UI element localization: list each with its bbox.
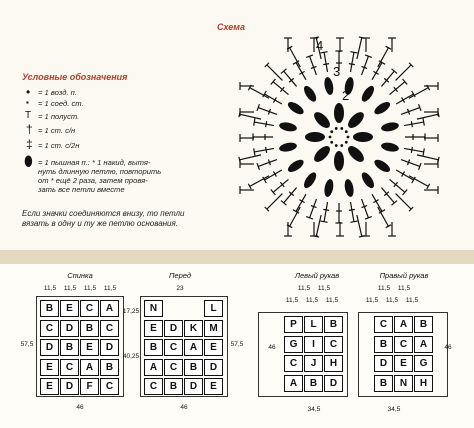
puff-stitch bbox=[343, 178, 355, 197]
stitch-post bbox=[396, 94, 413, 104]
section-divider bbox=[0, 250, 474, 264]
corner-stitch bbox=[378, 207, 389, 226]
right-sleeve-square-1-2: A bbox=[414, 336, 433, 353]
puff-stitch bbox=[380, 121, 399, 133]
stitch-post bbox=[296, 63, 306, 80]
front-square-1-1: D bbox=[164, 320, 183, 337]
stitch-post bbox=[284, 188, 297, 203]
left-sleeve-square-3-1: B bbox=[304, 375, 323, 392]
back-top-dim-2: 11,5 bbox=[63, 285, 77, 292]
stitch-crossbar bbox=[323, 64, 329, 65]
right-sleeve-top-dim2-3: 11,5 bbox=[405, 297, 419, 304]
front-square-1-2: K bbox=[184, 320, 203, 337]
puff-stitch bbox=[323, 76, 335, 95]
right-sleeve-square-0-1: A bbox=[394, 316, 413, 333]
piece-title-back: Спинка bbox=[67, 271, 93, 280]
back-square-1-0: C bbox=[40, 320, 59, 337]
stitch-post bbox=[258, 160, 277, 167]
chain-dot bbox=[329, 136, 332, 139]
corner-stitch bbox=[409, 176, 428, 187]
stitch-post bbox=[324, 52, 327, 72]
stitch-top bbox=[350, 52, 357, 53]
stitch-post bbox=[284, 71, 297, 86]
right-sleeve-square-2-0: D bbox=[374, 355, 393, 372]
corner-stitch bbox=[250, 88, 269, 99]
puff-stitch bbox=[345, 109, 366, 130]
back-square-4-1: D bbox=[60, 378, 79, 395]
puff-stitch-icon: ⬮ bbox=[24, 153, 33, 169]
stitch-post bbox=[265, 94, 282, 104]
stitch-post bbox=[390, 179, 405, 192]
schema-title: Схема bbox=[217, 22, 245, 32]
back-square-1-1: D bbox=[60, 320, 79, 337]
back-square-0-0: B bbox=[40, 300, 59, 317]
right-sleeve-square-0-2: B bbox=[414, 316, 433, 333]
chain-dot bbox=[330, 130, 333, 133]
chain-dot bbox=[335, 144, 338, 147]
stitch-post bbox=[372, 63, 382, 80]
stitch-post bbox=[350, 52, 353, 72]
corner-stitch bbox=[290, 207, 301, 226]
legend-note: Если значки соединяются внизу, то петли вязать в одну и ту же петлю основания. bbox=[22, 209, 185, 228]
puff-stitch bbox=[359, 84, 376, 104]
stitch-post bbox=[296, 194, 306, 211]
front-square-4-0: C bbox=[144, 378, 163, 395]
front-square-1-3: M bbox=[204, 320, 223, 337]
stitch-post bbox=[401, 108, 420, 115]
left-sleeve-top-dim2-3: 11,5 bbox=[325, 297, 339, 304]
puff-stitch bbox=[334, 103, 344, 123]
back-square-2-1: B bbox=[60, 339, 79, 356]
back-square-2-2: E bbox=[80, 339, 99, 356]
small-square-icon: ▪ bbox=[26, 98, 29, 107]
front-square-2-2: A bbox=[184, 339, 203, 356]
half-double-crochet-icon: T bbox=[25, 110, 32, 121]
puff-stitch bbox=[302, 170, 319, 190]
stitch-post bbox=[350, 202, 353, 222]
back-square-0-3: A bbox=[100, 300, 119, 317]
back-square-3-0: E bbox=[40, 359, 59, 376]
front-square-3-1: C bbox=[164, 359, 183, 376]
left-sleeve-top-dim2-1: 11,5 bbox=[285, 297, 299, 304]
puff-stitch bbox=[286, 100, 306, 117]
round-number-4: 4 bbox=[316, 38, 324, 53]
back-square-1-2: B bbox=[80, 320, 99, 337]
stitch-post bbox=[273, 82, 288, 95]
left-sleeve-top-dim-2: 11,5 bbox=[317, 285, 331, 292]
back-square-3-3: B bbox=[100, 359, 119, 376]
stitch-post bbox=[401, 160, 420, 167]
legend-item-6: = 1 пышная п.: * 1 накид, вытя- нуть длинную петлю, повторить от * ещё 2 раза, затем провя- зать все петли вместе bbox=[38, 158, 162, 194]
stitch-post bbox=[310, 56, 317, 75]
back-square-3-2: A bbox=[80, 359, 99, 376]
stitch-top bbox=[254, 148, 255, 155]
round-number-2: 2 bbox=[342, 88, 350, 103]
stitch-post bbox=[372, 194, 382, 211]
back-square-4-0: E bbox=[40, 378, 59, 395]
chain-dot bbox=[335, 127, 338, 130]
dot-icon: • bbox=[26, 85, 31, 99]
stitch-post bbox=[254, 148, 274, 151]
right-sleeve-square-1-1: C bbox=[394, 336, 413, 353]
corner-stitch bbox=[267, 194, 283, 210]
chain-dot bbox=[340, 127, 343, 130]
legend-title: Условные обозначения bbox=[22, 72, 128, 82]
back-top-dim-3: 11,5 bbox=[83, 285, 97, 292]
front-right-dim: 57,5 bbox=[230, 341, 244, 348]
stitch-crossbar bbox=[411, 147, 412, 153]
chain-dot bbox=[347, 136, 350, 139]
right-sleeve-square-2-2: G bbox=[414, 355, 433, 372]
legend-item-4: = 1 ст. с/н bbox=[38, 126, 76, 135]
front-top-dim: 23 bbox=[176, 285, 184, 292]
left-sleeve-top-dim2-2: 11,5 bbox=[305, 297, 319, 304]
stitch-post bbox=[362, 56, 369, 75]
corner-stitch bbox=[396, 65, 412, 81]
stitch-top bbox=[321, 221, 328, 222]
puff-stitch bbox=[302, 84, 319, 104]
puff-stitch bbox=[311, 109, 332, 130]
right-sleeve-square-3-1: N bbox=[394, 375, 413, 392]
chain-dot bbox=[330, 141, 333, 144]
puff-stitch bbox=[278, 121, 297, 133]
corner-stitch bbox=[409, 88, 428, 99]
front-square-0-3: L bbox=[204, 300, 223, 317]
left-sleeve-square-3-2: D bbox=[324, 375, 343, 392]
corner-stitch bbox=[378, 48, 389, 67]
corner-stitch bbox=[417, 114, 438, 119]
back-square-4-2: F bbox=[80, 378, 99, 395]
back-square-1-3: C bbox=[100, 320, 119, 337]
stitch-post bbox=[404, 148, 424, 151]
stitch-crossbar bbox=[266, 121, 267, 127]
puff-stitch bbox=[372, 157, 392, 174]
front-square-4-2: D bbox=[184, 378, 203, 395]
puff-stitch bbox=[380, 141, 399, 153]
stitch-post bbox=[310, 199, 317, 218]
back-square-2-0: D bbox=[40, 339, 59, 356]
corner-stitch bbox=[240, 114, 261, 119]
back-top-dim-1: 11,5 bbox=[43, 285, 57, 292]
left-sleeve-square-0-2: B bbox=[324, 316, 343, 333]
right-sleeve-top-dim-2: 11,5 bbox=[397, 285, 411, 292]
front-square-4-1: B bbox=[164, 378, 183, 395]
stitch-crossbar bbox=[323, 209, 329, 210]
stitch-post bbox=[404, 122, 424, 125]
stitch-top bbox=[254, 119, 255, 126]
left-sleeve-square-0-1: L bbox=[304, 316, 323, 333]
puff-stitch bbox=[286, 157, 306, 174]
piece-title-left-sleeve: Левый рукав bbox=[294, 271, 340, 280]
left-sleeve-square-2-0: C bbox=[284, 355, 303, 372]
front-square-4-3: E bbox=[204, 378, 223, 395]
puff-stitch bbox=[311, 143, 332, 164]
front-square-1-0: E bbox=[144, 320, 163, 337]
stitch-crossbar bbox=[266, 147, 267, 153]
puff-stitch bbox=[353, 132, 373, 142]
stitch-post bbox=[258, 108, 277, 115]
stitch-crossbar bbox=[349, 64, 355, 65]
front-mid-dim: 40,25 bbox=[122, 353, 140, 360]
back-square-2-3: D bbox=[100, 339, 119, 356]
chain-dot bbox=[345, 130, 348, 133]
corner-stitch bbox=[357, 215, 362, 236]
stitch-post bbox=[254, 122, 274, 125]
stitch-top bbox=[423, 148, 424, 155]
stitch-post bbox=[273, 179, 288, 192]
left-sleeve-square-2-1: J bbox=[304, 355, 323, 372]
corner-stitch bbox=[316, 215, 321, 236]
legend-item-2: = 1 соед. ст. bbox=[38, 99, 84, 108]
right-sleeve-square-3-2: H bbox=[414, 375, 433, 392]
right-sleeve-bottom-dim: 34,5 bbox=[387, 406, 401, 413]
chain-dot bbox=[340, 144, 343, 147]
back-square-0-2: C bbox=[80, 300, 99, 317]
puff-stitch bbox=[359, 170, 376, 190]
left-sleeve-square-0-0: P bbox=[284, 316, 303, 333]
corner-stitch bbox=[396, 194, 412, 210]
left-sleeve-bottom-dim: 34,5 bbox=[307, 406, 321, 413]
front-square-2-3: E bbox=[204, 339, 223, 356]
stitch-top bbox=[423, 119, 424, 126]
front-square-2-1: C bbox=[164, 339, 183, 356]
right-sleeve-right-dim: 46 bbox=[444, 344, 452, 351]
stitch-post bbox=[396, 170, 413, 180]
back-top-dim-4: 11,5 bbox=[103, 285, 117, 292]
stitch-post bbox=[390, 82, 405, 95]
crochet-motif-diagram bbox=[232, 30, 446, 244]
stitch-post bbox=[362, 199, 369, 218]
legend-item-1: = 1 возд. п. bbox=[38, 88, 77, 97]
double-crochet-icon: † bbox=[26, 122, 33, 136]
stitch-post bbox=[381, 71, 394, 86]
back-square-4-3: C bbox=[100, 378, 119, 395]
right-sleeve-square-3-0: B bbox=[374, 375, 393, 392]
front-neck-dim: 17,25 bbox=[122, 308, 140, 315]
puff-stitch bbox=[345, 143, 366, 164]
front-bottom-dim: 46 bbox=[180, 404, 188, 411]
round-number-3: 3 bbox=[333, 64, 341, 79]
piece-title-right-sleeve: Правый рукав bbox=[379, 271, 429, 280]
right-sleeve-top-dim2-2: 11,5 bbox=[385, 297, 399, 304]
stitch-post bbox=[381, 188, 394, 203]
right-sleeve-square-1-0: B bbox=[374, 336, 393, 353]
stitch-crossbar bbox=[349, 209, 355, 210]
puff-stitch bbox=[372, 100, 392, 117]
left-sleeve-square-1-0: G bbox=[284, 336, 303, 353]
puff-stitch bbox=[334, 151, 344, 171]
right-sleeve-square-2-1: E bbox=[394, 355, 413, 372]
chain-dot bbox=[345, 141, 348, 144]
back-bottom-dim: 46 bbox=[76, 404, 84, 411]
corner-stitch bbox=[357, 38, 362, 59]
front-square-3-3: D bbox=[204, 359, 223, 376]
puff-stitch bbox=[323, 178, 335, 197]
left-sleeve-left-dim: 46 bbox=[268, 344, 276, 351]
treble-crochet-icon: ‡ bbox=[26, 137, 33, 151]
front-square-0-0: N bbox=[144, 300, 163, 317]
back-square-3-1: C bbox=[60, 359, 79, 376]
left-sleeve-square-1-1: I bbox=[304, 336, 323, 353]
stitch-post bbox=[324, 202, 327, 222]
piece-title-front: Перед bbox=[168, 271, 191, 280]
stitch-crossbar bbox=[411, 121, 412, 127]
front-square-2-0: B bbox=[144, 339, 163, 356]
legend-item-3: = 1 полуст. bbox=[38, 112, 80, 121]
back-square-0-1: E bbox=[60, 300, 79, 317]
stitch-post bbox=[265, 170, 282, 180]
left-sleeve-square-3-0: A bbox=[284, 375, 303, 392]
legend-item-5: = 1 ст. с/2н bbox=[38, 141, 80, 150]
left-sleeve-square-2-2: H bbox=[324, 355, 343, 372]
puff-stitch bbox=[305, 132, 325, 142]
stitch-top bbox=[350, 221, 357, 222]
back-left-dim: 57,5 bbox=[20, 341, 34, 348]
corner-stitch bbox=[290, 48, 301, 67]
right-sleeve-square-0-0: C bbox=[374, 316, 393, 333]
left-sleeve-top-dim-1: 11,5 bbox=[297, 285, 311, 292]
corner-stitch bbox=[417, 155, 438, 160]
front-square-3-0: A bbox=[144, 359, 163, 376]
right-sleeve-top-dim2-1: 11,5 bbox=[365, 297, 379, 304]
right-sleeve-top-dim-1: 11,5 bbox=[377, 285, 391, 292]
puff-stitch bbox=[278, 141, 297, 153]
corner-stitch bbox=[250, 176, 269, 187]
corner-stitch bbox=[267, 65, 283, 81]
corner-stitch bbox=[240, 155, 261, 160]
front-square-3-2: B bbox=[184, 359, 203, 376]
left-sleeve-square-1-2: C bbox=[324, 336, 343, 353]
